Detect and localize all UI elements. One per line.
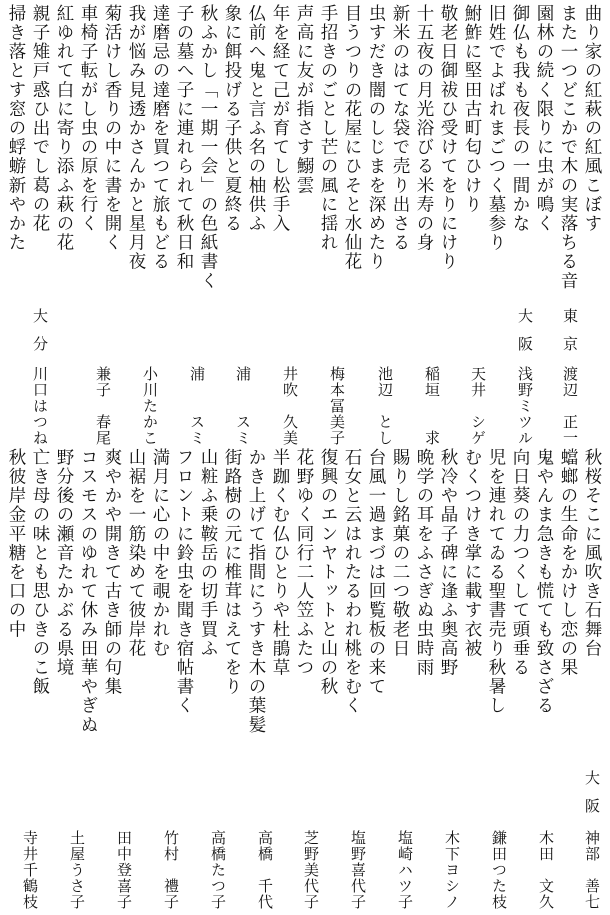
haiku-line: 秋桜そこに風吹き石舞台 (582, 448, 602, 659)
author-name: 稲垣 求 (423, 366, 441, 446)
author-name: 高橋たつ子 (209, 830, 227, 910)
haiku-line: 園林の続く限りに虫が鳴く (534, 4, 554, 234)
author-name: 高橋 千代 (256, 830, 274, 910)
haiku-line: 紅ゆれて白に寄り添ふ萩の花 (54, 4, 74, 253)
author-name: 梅本冨美子 (328, 366, 346, 446)
haiku-line: 鮒鮓に堅田古町匂ひけり (462, 4, 482, 215)
haiku-line: 旧姓でよばれまごつく墓参り (486, 4, 506, 253)
author-name: 土屋うさ子 (68, 830, 86, 910)
haiku-line: 蟷螂の生命をかけし恋の果 (558, 448, 578, 678)
haiku-line: 新米のはてな袋で売り出さる (390, 4, 410, 253)
haiku-line: 車椅子転がし虫の原を行く (78, 4, 98, 234)
haiku-line: 山裾を一筋染めて彼岸花 (126, 448, 146, 659)
haiku-line: 山粧ふ乗鞍岳の切手買ふ (198, 448, 218, 659)
haiku-line: 子の墓へ子に連れられて秋日和 (174, 4, 194, 272)
haiku-line: 仏前へ鬼と言ふ名の柚供ふ (246, 4, 266, 234)
author-name: 小川たかこ (141, 366, 159, 446)
author-name: 田中登喜子 (115, 830, 133, 910)
haiku-line: 野分後の瀬音たかぶる県境 (54, 448, 74, 678)
haiku-line: 虫すだき闇のしじまを深めたり (366, 4, 386, 272)
haiku-line: 達磨忌の達磨を買つて旅もどる (150, 4, 170, 272)
haiku-line: フロントに鈴虫を聞き宿帖書く (174, 448, 194, 716)
haiku-line: 親子雉戸惑ひ出でし葛の花 (30, 4, 50, 234)
author-name: 川口はつね (31, 366, 49, 446)
author-name: 神部 善七 (583, 830, 601, 910)
haiku-line: 御仏も我も夜長の一間かな (510, 4, 530, 234)
author-place: 東京 (561, 308, 579, 364)
haiku-line: 街路樹の元に椎茸はえてをり (222, 448, 242, 697)
author-name: 池辺 とし (376, 366, 394, 446)
haiku-line: 菊活けし香りの中に書を開く (102, 4, 122, 253)
haiku-line: 満月に心の中を覗かれむ (150, 448, 170, 659)
haiku-line: 目うつりの花屋にひそと水仙花 (342, 4, 362, 272)
haiku-line: 手招きのごとし芒の風に揺れ (318, 4, 338, 253)
haiku-line: 我が悩み見透かさんかと星月夜 (126, 4, 146, 272)
haiku-line: 秋彼岸金平糖を口の中 (6, 448, 26, 639)
haiku-line: 爽やかや開きて古き師の句集 (102, 448, 122, 697)
haiku-line: 花野ゆく同行二人笠ふたつ (294, 448, 314, 678)
haiku-line: 秋冷や晶子碑に逢ふ奥高野 (438, 448, 458, 678)
author-name: 浅野ミツル (516, 366, 534, 446)
haiku-line: 石女と云はれたるわれ桃をむく (342, 448, 362, 716)
author-place: 大分 (31, 308, 49, 364)
haiku-line: 復興のエンヤトットと山の秋 (318, 448, 338, 697)
haiku-line: かき上げて指間にうすき木の葉髪 (246, 448, 266, 735)
haiku-line: 声高に友が指さす鰯雲 (294, 4, 314, 195)
haiku-line: コスモスのゆれて休み田華やぎぬ (78, 448, 98, 735)
haiku-line: 児を連れてゐる聖書売り秋暑し (486, 448, 506, 716)
haiku-line: 象に餌投げる子供と夏終る (222, 4, 242, 234)
author-name: 塩野喜代子 (349, 830, 367, 910)
haiku-line: 半跏くむ仏ひとりや杜鵑草 (270, 448, 290, 678)
haiku-line: 向日葵の力つくして頭垂る (510, 448, 530, 678)
author-name: 寺井千鶴枝 (21, 830, 39, 910)
haiku-line: 年を経て己が育てし松手入 (270, 4, 290, 234)
haiku-line: 賜りし銘菓の二つ敬老日 (390, 448, 410, 659)
author-name: 天井 シゲ (469, 366, 487, 446)
haiku-line: 十五夜の月光浴びる米寿の身 (414, 4, 434, 253)
author-name: 浦 スミ (234, 366, 252, 446)
author-name: 木下ヨシノ (443, 830, 461, 910)
author-name: 芝野美代子 (302, 830, 320, 910)
haiku-line: むくつけき掌に載す衣被 (462, 448, 482, 659)
haiku-line: 掃き落とす窓の蜉蝣新やかた (6, 4, 26, 253)
author-name: 竹村 禮子 (162, 830, 180, 910)
haiku-line: 曲り家の紅萩の紅風こぼす (582, 4, 602, 234)
haiku-line: 亡き母の味とも思ひきのこ飯 (30, 448, 50, 697)
haiku-line: 敬老日御祓ひ受けてをりにけり (438, 4, 458, 272)
author-name: 渡辺 正一 (561, 366, 579, 446)
author-name: 兼子 春尾 (94, 366, 112, 446)
haiku-line: また一つどこかで木の実落ちる音 (558, 4, 578, 291)
haiku-line: 鬼やんま急きも慌ても致さざる (534, 448, 554, 716)
author-place: 大阪 (583, 770, 601, 826)
author-name: 塩崎ハツ子 (396, 830, 414, 910)
author-name: 木田 文久 (537, 830, 555, 910)
haiku-line: 台風一過まづは回覧板の来て (366, 448, 386, 697)
haiku-line: 晩学の耳をふさぎぬ虫時雨 (414, 448, 434, 678)
haiku-line: 秋ふかし「一期一会」の色紙書く (198, 4, 218, 291)
author-name: 鎌田つた枝 (490, 830, 508, 910)
author-name: 井吹 久美 (281, 366, 299, 446)
author-place: 大阪 (516, 308, 534, 364)
author-name: 浦 スミ (188, 366, 206, 446)
